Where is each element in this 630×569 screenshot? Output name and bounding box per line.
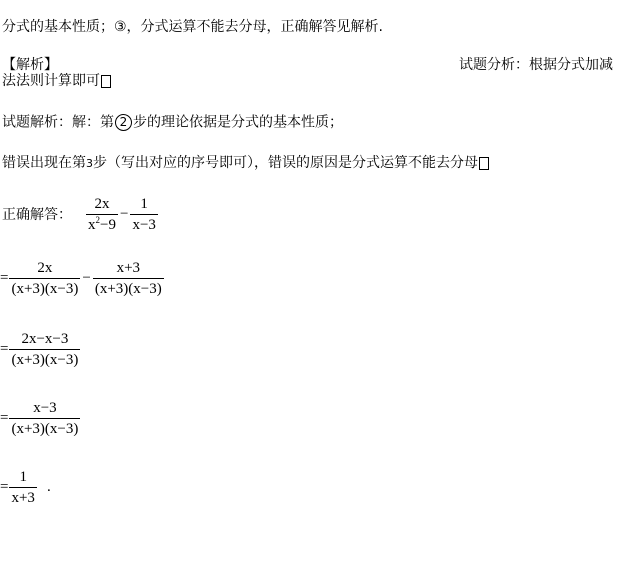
- correct-solution-label: 正确解答：: [2, 207, 72, 223]
- missing-glyph-box-icon: [101, 75, 111, 88]
- fraction: $\frac{x-3}{(x+3)(x-3)}$: [11, 400, 79, 437]
- fraction-term-1: $\frac{2x}{x^2-9}$: [88, 196, 116, 233]
- equation-final: = $\frac{1}{x+3}$ .: [0, 469, 51, 506]
- section-header-analysis: 【解析】: [2, 57, 58, 73]
- equation-step-1: = $\frac{2x}{(x+3)(x-3)}$ − $\frac{x+3}{(x+3)(x-3)}$: [0, 260, 162, 297]
- error-prefix: 错误出现在第: [2, 155, 86, 171]
- analysis-continuation: [2, 73, 111, 89]
- fraction-term-2: $\frac{x+3}{(x+3)(x-3)}$: [94, 260, 162, 297]
- equation-step-2: = $\frac{2x-x-3}{(x+3)(x-3)}$: [0, 331, 79, 368]
- detail-suffix: 步的理论依据是分式的基本性质；: [133, 114, 343, 131]
- detail-line: [2, 114, 343, 131]
- error-step-number: 3: [86, 157, 93, 170]
- fraction: $\frac{1}{x+3}$: [11, 469, 35, 506]
- circled-step-number: 2: [115, 114, 132, 131]
- fraction-term-1: $\frac{2x}{(x+3)(x-3)}$: [11, 260, 79, 297]
- final-period: .: [46, 479, 51, 495]
- missing-glyph-box-icon: [479, 157, 489, 170]
- equation-original: $\frac{2x}{x^2-9}$ − $\frac{1}{x-3}$: [88, 196, 156, 233]
- detail-prefix: 试题解析：解：第: [2, 114, 114, 131]
- fraction: $\frac{2x-x-3}{(x+3)(x-3)}$: [11, 331, 79, 368]
- analysis-label: 试题分析：根据分式加减: [459, 57, 613, 73]
- analysis-continuation-text: 法法则计算即可: [2, 73, 100, 89]
- error-suffix: 步（写出对应的序号即可），错误的原因是分式运算不能去分母: [93, 155, 478, 171]
- equation-step-3: = $\frac{x-3}{(x+3)(x-3)}$: [0, 400, 79, 437]
- answer-summary-line: 分式的基本性质；③，分式运算不能去分母，正确解答见解析.: [2, 19, 383, 35]
- error-line: [2, 155, 489, 172]
- fraction-term-2: $\frac{1}{x-3}$: [132, 196, 156, 233]
